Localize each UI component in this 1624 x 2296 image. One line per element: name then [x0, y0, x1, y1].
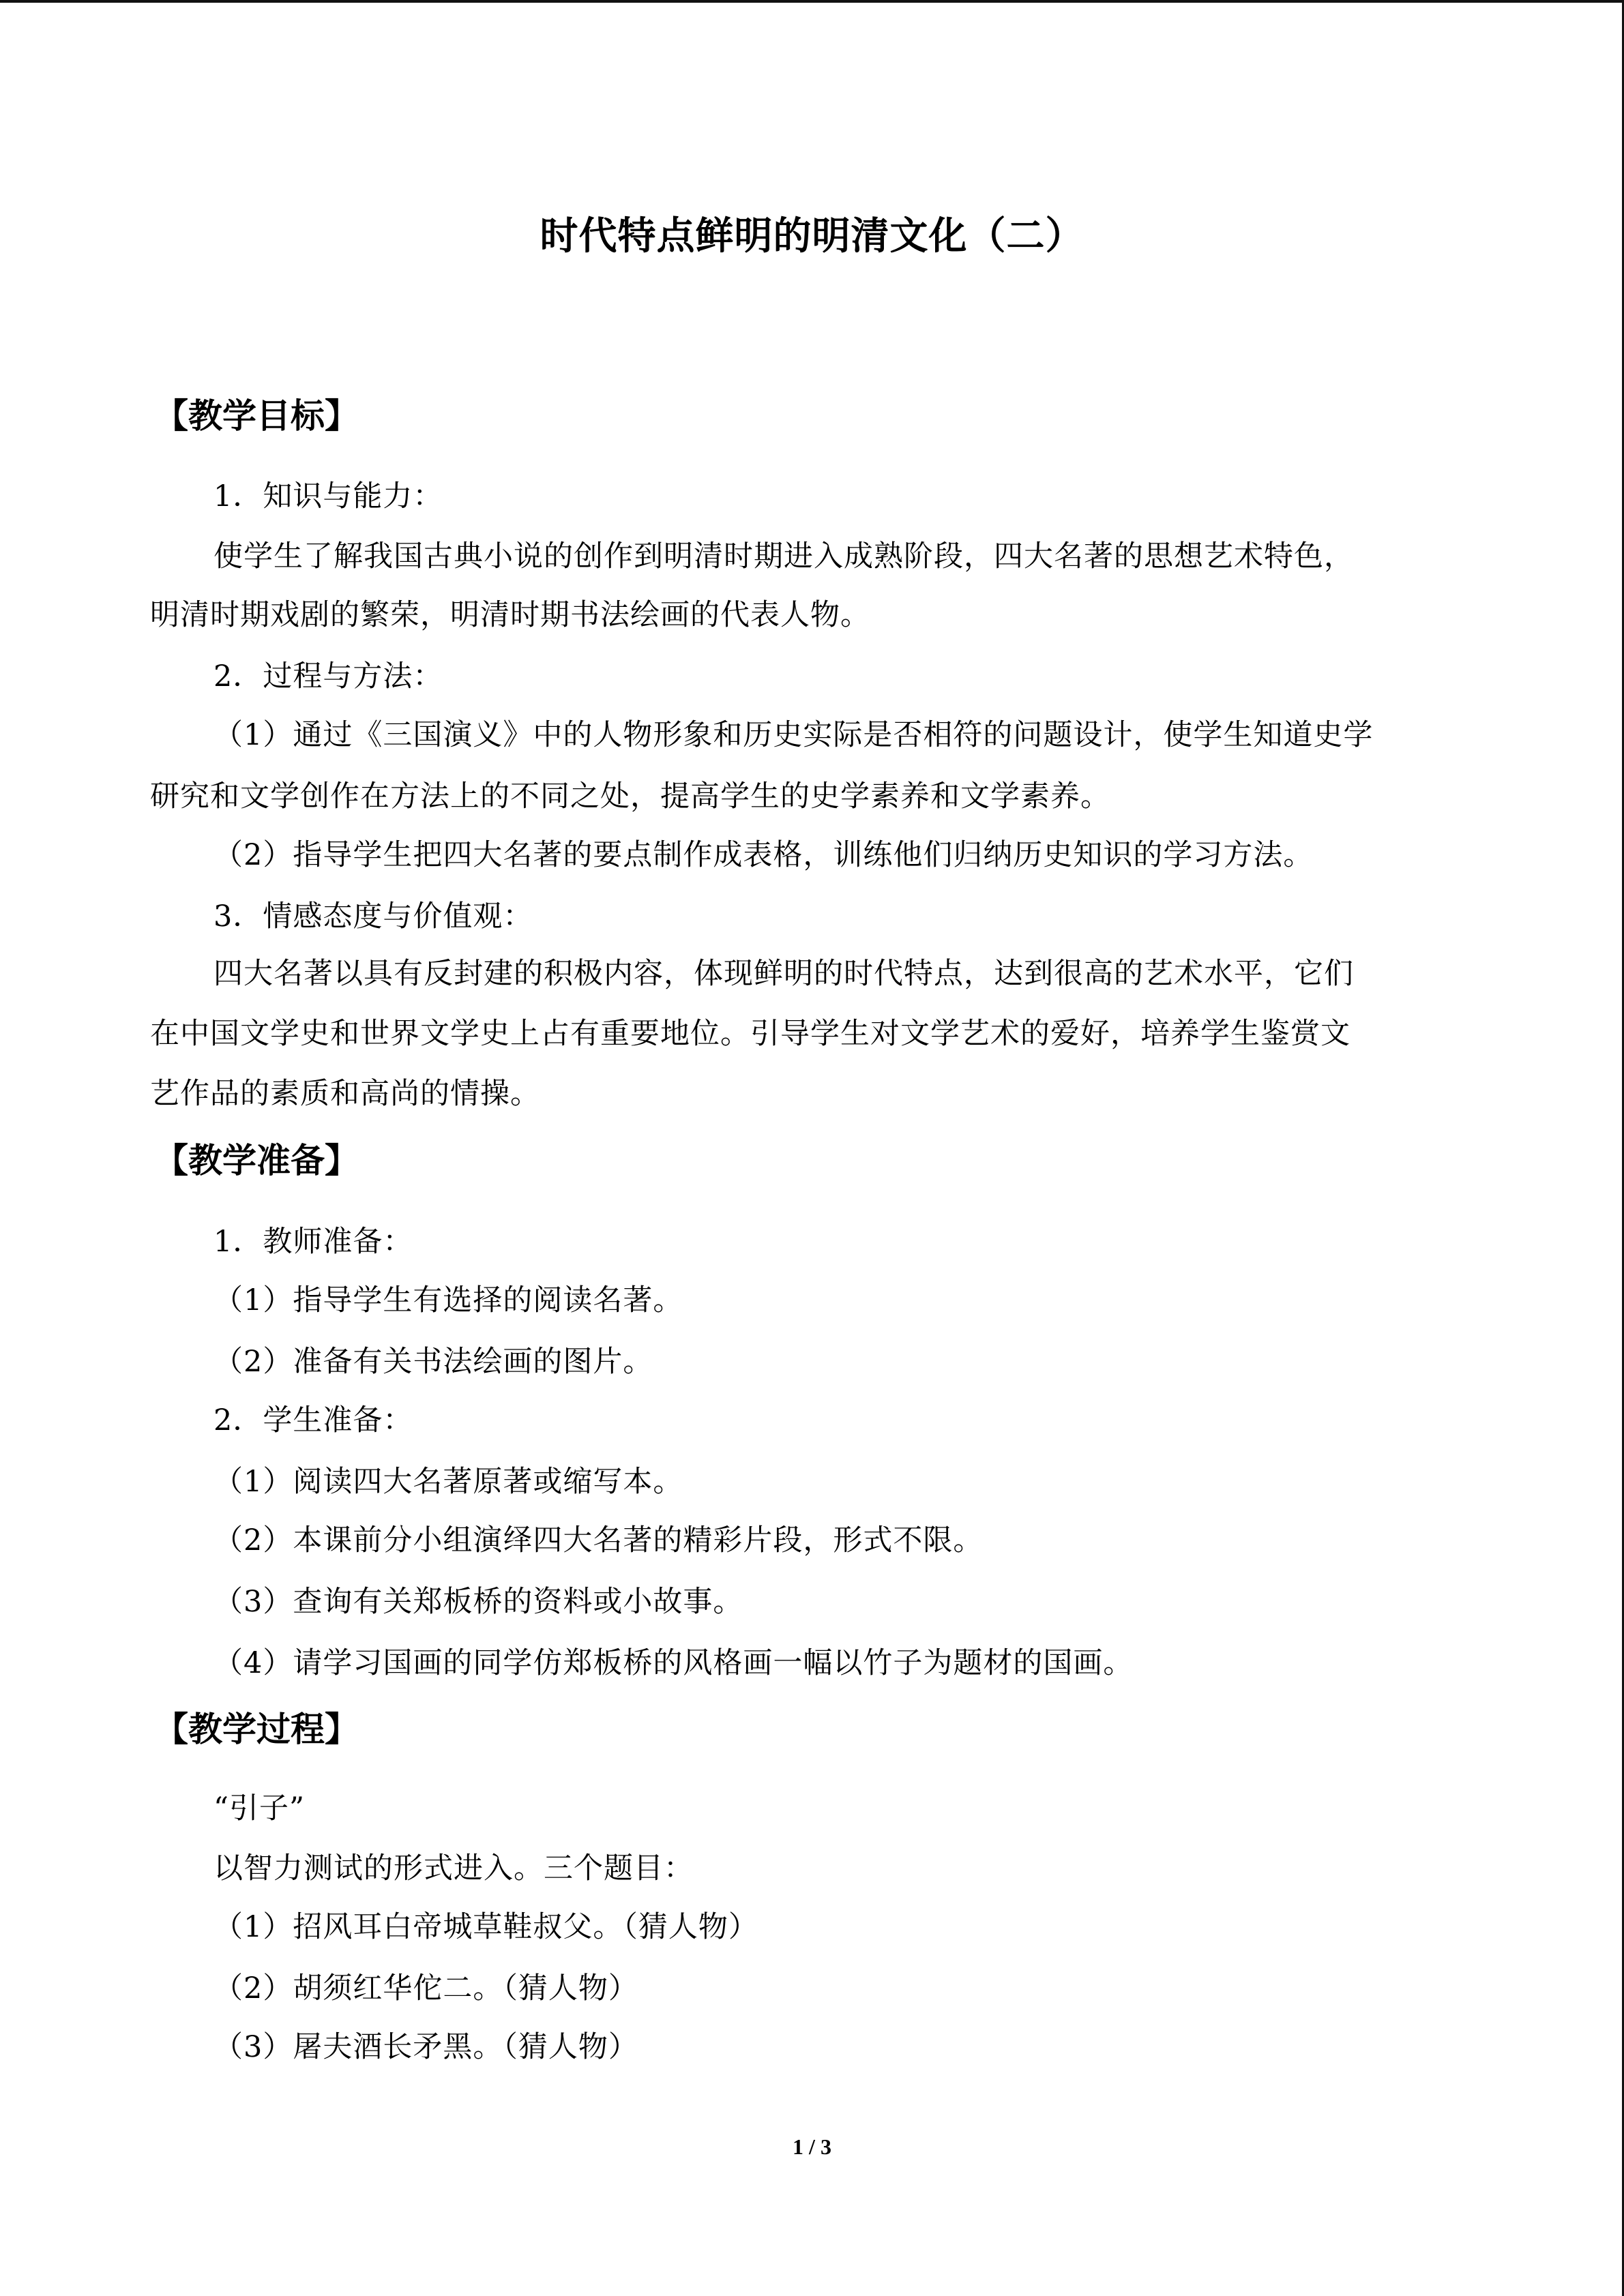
page-top-border: [0, 0, 1624, 3]
objectives-paragraph-line: （1）通过《三国演义》中的人物形象和历史实际是否相符的问题设计，使学生知道史学: [213, 718, 1374, 752]
process-riddle: （3）屠夫酒长矛黑。（猜人物）: [213, 2030, 638, 2064]
process-riddle: （1）招风耳白帝城草鞋叔父。（猜人物）: [213, 1910, 758, 1944]
objectives-paragraph-line: 明清时期戏剧的繁荣，明清时期书法绘画的代表人物。: [150, 598, 870, 632]
objectives-item-process: 2．过程与方法：: [213, 659, 443, 694]
objectives-item-values: 3．情感态度与价值观：: [213, 899, 533, 934]
section-heading-objectives: 【教学目标】: [154, 396, 359, 436]
objectives-paragraph-line: 四大名著以具有反封建的积极内容，体现鲜明的时代特点，达到很高的艺术水平，它们: [213, 957, 1354, 991]
preparation-subitem: （1）阅读四大名著原著或缩写本。: [213, 1465, 683, 1499]
process-intro-text: 以智力测试的形式进入。三个题目：: [213, 1851, 694, 1885]
preparation-subitem: （2）本课前分小组演绎四大名著的精彩片段，形式不限。: [213, 1523, 984, 1557]
objectives-paragraph-line: 在中国文学史和世界文学史上占有重要地位。引导学生对文学艺术的爱好，培养学生鉴赏文: [150, 1017, 1350, 1051]
objectives-paragraph-line: 研究和文学创作在方法上的不同之处，提高学生的史学素养和文学素养。: [150, 779, 1110, 814]
preparation-subitem: （2）准备有关书法绘画的图片。: [213, 1345, 653, 1379]
page-number: 1 / 3: [793, 2134, 831, 2159]
preparation-subitem: （3）查询有关郑板桥的资料或小故事。: [213, 1585, 743, 1619]
objectives-paragraph-line: 艺作品的素质和高尚的情操。: [150, 1077, 540, 1111]
section-heading-preparation: 【教学准备】: [154, 1141, 359, 1180]
process-riddle: （2）胡须红华佗二。（猜人物）: [213, 1971, 638, 2006]
preparation-subitem: （1）指导学生有选择的阅读名著。: [213, 1283, 683, 1317]
process-intro-label: “引子”: [213, 1791, 305, 1825]
objectives-item-knowledge: 1．知识与能力：: [213, 479, 443, 513]
objectives-paragraph-line: （2）指导学生把四大名著的要点制作成表格，训练他们归纳历史知识的学习方法。: [213, 838, 1314, 872]
objectives-paragraph-line: 使学生了解我国古典小说的创作到明清时期进入成熟阶段，四大名著的思想艺术特色，: [213, 539, 1354, 573]
preparation-item-teacher: 1．教师准备：: [213, 1225, 413, 1259]
section-heading-process: 【教学过程】: [154, 1710, 359, 1749]
preparation-item-student: 2．学生准备：: [213, 1403, 413, 1437]
preparation-subitem: （4）请学习国画的同学仿郑板桥的风格画一幅以竹子为题材的国画。: [213, 1646, 1134, 1680]
document-title: 时代特点鲜明的明清文化（二）: [540, 214, 1084, 258]
